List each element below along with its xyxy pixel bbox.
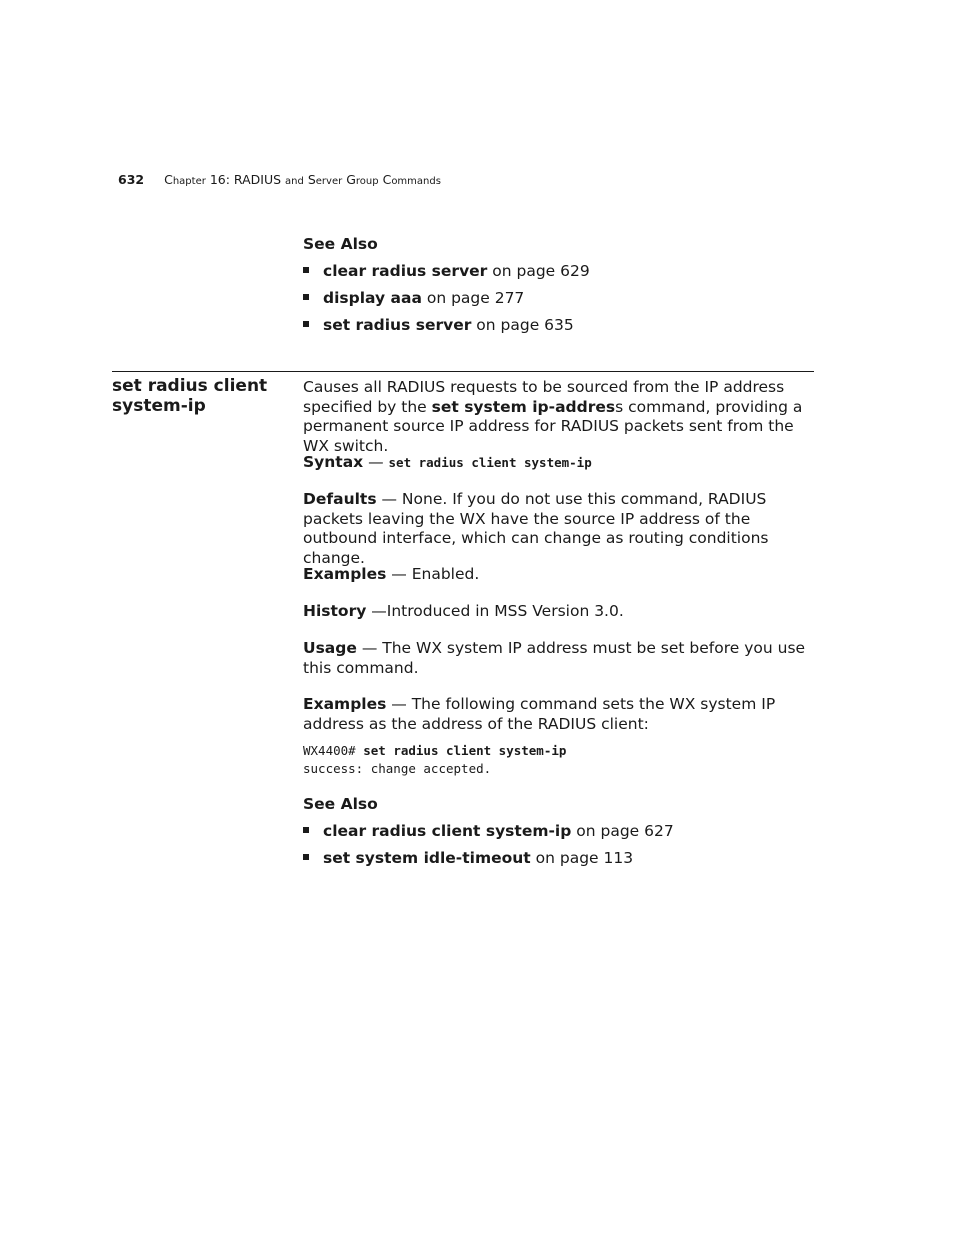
command-description	[303, 378, 815, 456]
see-also-item	[303, 849, 633, 867]
page-ref: on page 113	[530, 849, 634, 867]
chapter-rest: hapter	[172, 176, 206, 187]
examples-para-2	[303, 695, 815, 734]
defaults-text: — None. If you do not use this command, RADIUS packets leaving the WX have the source IP address of the outbound interface, which can change as routing conditions change.	[303, 490, 769, 567]
bullet-icon	[303, 827, 309, 833]
link-text[interactable]: set radius server	[323, 316, 472, 334]
link-text[interactable]: display aaa	[323, 289, 422, 307]
server-s: S	[307, 172, 316, 187]
bullet-icon	[303, 267, 309, 273]
page-ref: on page 627	[571, 822, 674, 840]
running-header	[118, 172, 441, 187]
section-divider	[112, 371, 814, 372]
bullet-icon	[303, 294, 309, 300]
syntax-code: set radius client system-ip	[388, 455, 592, 470]
see-also-item	[303, 262, 590, 280]
chapter-number: 16: RADIUS	[209, 172, 282, 187]
bullet-icon	[303, 854, 309, 860]
page-number: 632	[118, 172, 145, 187]
and-word: and	[285, 176, 304, 187]
history-para	[303, 602, 815, 622]
examples-text: — Enabled.	[386, 565, 480, 583]
history-label: History	[303, 602, 367, 620]
link-text[interactable]: clear radius server	[323, 262, 488, 280]
syntax-line	[303, 453, 815, 473]
group-g: G	[346, 172, 356, 187]
chapter-c: C	[164, 172, 173, 187]
code-example	[303, 742, 566, 778]
syntax-dash: —	[363, 453, 389, 471]
command-title: set radius client system-ip	[112, 376, 268, 416]
defaults-para	[303, 490, 815, 568]
server-rest: erver	[315, 176, 343, 187]
see-also-item	[303, 289, 524, 307]
description-bold: set system ip-addres	[431, 397, 616, 416]
link-text[interactable]: clear radius client system-ip	[323, 822, 572, 840]
usage-para	[303, 639, 815, 678]
usage-label: Usage	[303, 639, 357, 657]
examples-label: Examples	[303, 695, 387, 713]
see-also-heading-top: See Also	[303, 235, 378, 253]
syntax-label: Syntax	[303, 453, 364, 471]
page-ref: on page 635	[471, 316, 574, 334]
see-also-item	[303, 316, 574, 334]
link-text[interactable]: set system idle-timeout	[323, 849, 531, 867]
page-ref: on page 277	[421, 289, 525, 307]
examples-text: — The following command sets the WX system IP address as the address of the RADIUS client:	[303, 695, 776, 733]
description-part1: Causes all RADIUS requests to be sourced from the IP address specified by the	[303, 378, 785, 416]
code-output: success: change accepted.	[303, 761, 492, 776]
page-ref: on page 629	[487, 262, 590, 280]
defaults-label: Defaults	[303, 490, 377, 508]
description-part2: s command, providing a permanent source IP address for RADIUS packets sent from the WX switch.	[303, 397, 803, 455]
examples-para	[303, 565, 815, 585]
group-rest: roup	[355, 176, 379, 187]
commands-rest: ommands	[391, 176, 441, 187]
commands-c: C	[382, 172, 392, 187]
usage-text: — The WX system IP address must be set before you use this command.	[303, 639, 806, 677]
code-command: set radius client system-ip	[363, 743, 567, 758]
examples-label: Examples	[303, 565, 387, 583]
code-prompt: WX4400#	[303, 743, 364, 758]
history-text: —Introduced in MSS Version 3.0.	[366, 602, 624, 620]
see-also-item	[303, 822, 674, 840]
see-also-heading-bottom: See Also	[303, 795, 378, 813]
bullet-icon	[303, 321, 309, 327]
